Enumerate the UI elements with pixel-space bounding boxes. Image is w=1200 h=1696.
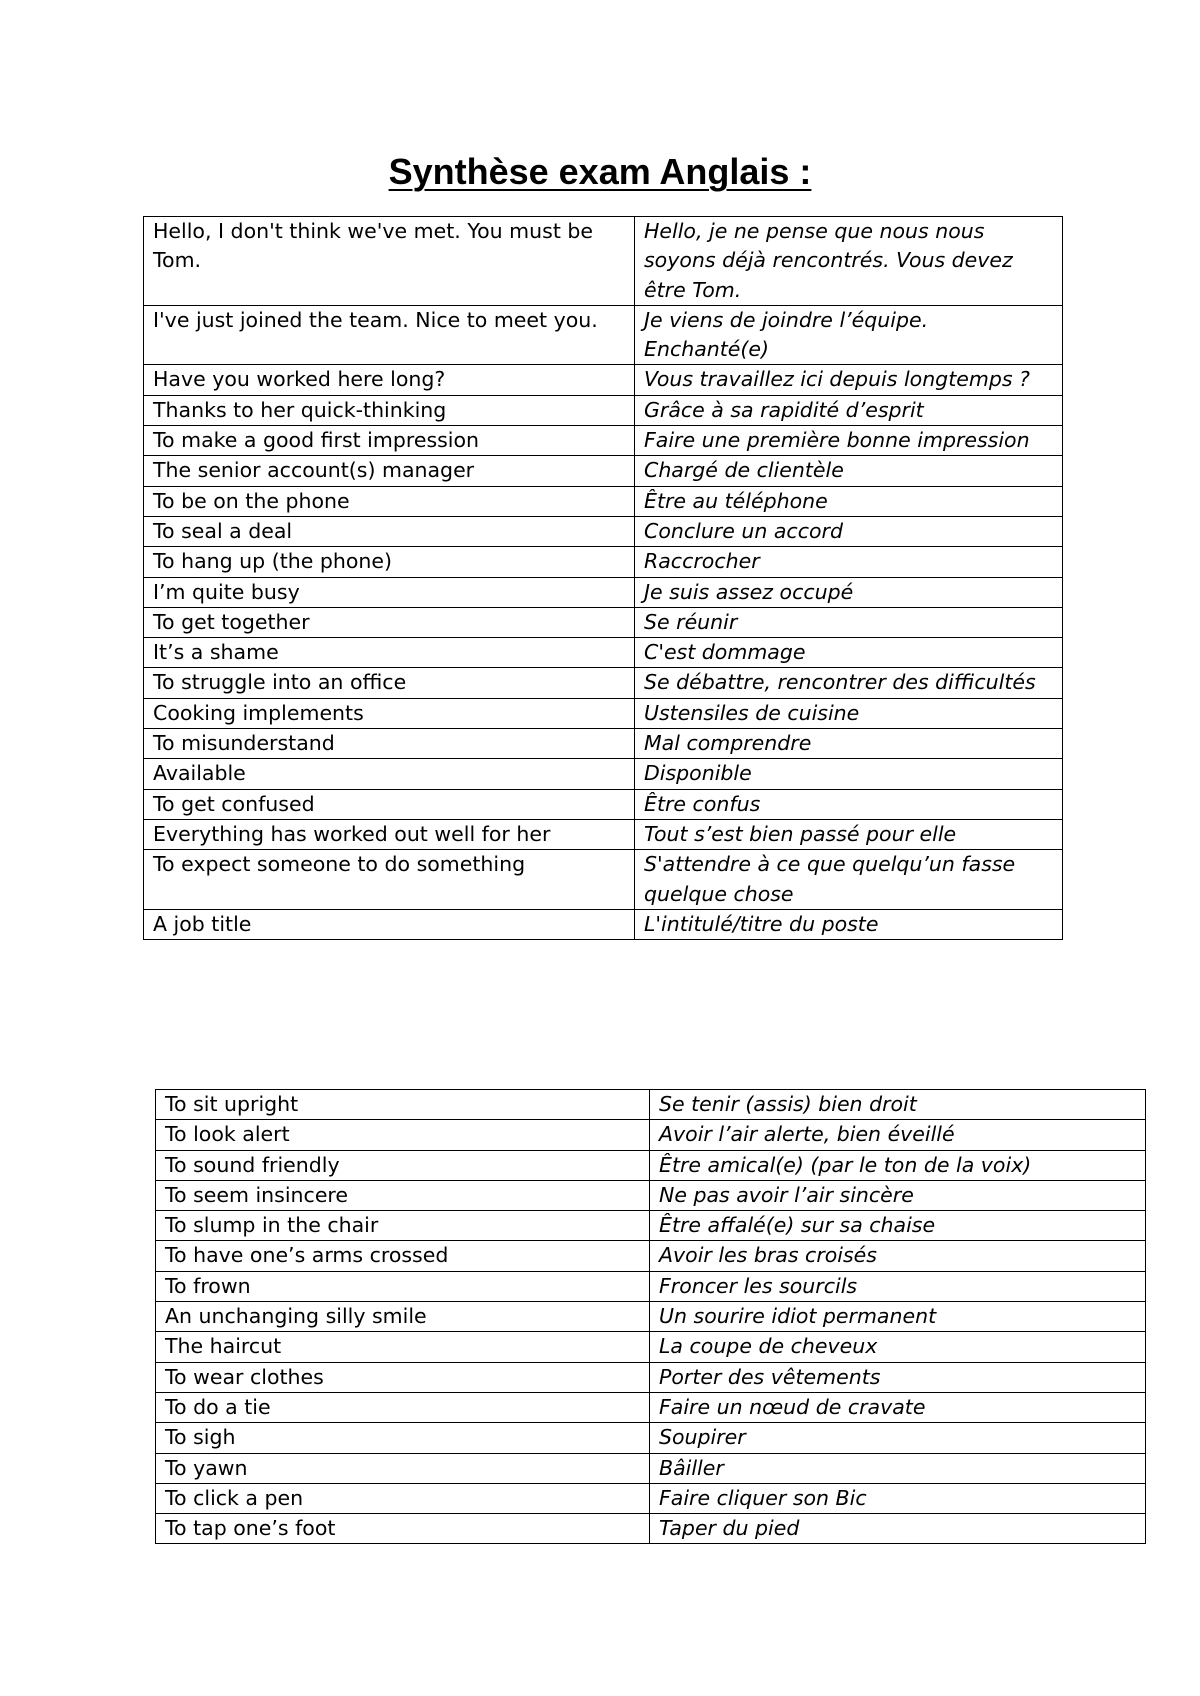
- english-term-cell: To wear clothes: [156, 1362, 650, 1392]
- table-row: [156, 1271, 1146, 1301]
- vocabulary-table-2: [155, 1089, 1146, 1544]
- table-row: [156, 1423, 1146, 1453]
- english-term-cell: Thanks to her quick-thinking: [144, 395, 635, 425]
- table-row: [144, 486, 1063, 516]
- table-row: [156, 1241, 1146, 1271]
- table-row: [144, 217, 1063, 306]
- english-term-cell: To look alert: [156, 1120, 650, 1150]
- table-row: [144, 456, 1063, 486]
- french-translation-cell: Se débattre, rencontrer des difficultés: [635, 668, 1063, 698]
- english-term-cell: To make a good first impression: [144, 426, 635, 456]
- french-translation-cell: Se tenir (assis) bien droit: [650, 1090, 1146, 1120]
- french-translation-cell: Bâiller: [650, 1453, 1146, 1483]
- page-title: Synthèse exam Anglais :: [388, 151, 812, 192]
- french-translation-cell: Être au téléphone: [635, 486, 1063, 516]
- french-translation-cell: Avoir l’air alerte, bien éveillé: [650, 1120, 1146, 1150]
- english-term-cell: To tap one’s foot: [156, 1514, 650, 1544]
- french-translation-cell: Vous travaillez ici depuis longtemps ?: [635, 365, 1063, 395]
- english-term-cell: To get together: [144, 607, 635, 637]
- table-row: [144, 759, 1063, 789]
- table-row: [156, 1302, 1146, 1332]
- vocabulary-table-1: [143, 216, 1063, 940]
- english-term-cell: To seem insincere: [156, 1180, 650, 1210]
- english-term-cell: To seal a deal: [144, 516, 635, 546]
- table-row: [144, 577, 1063, 607]
- table-row: [156, 1392, 1146, 1422]
- french-translation-cell: Faire une première bonne impression: [635, 426, 1063, 456]
- table-row: [144, 547, 1063, 577]
- table-row: [156, 1362, 1146, 1392]
- french-translation-cell: Avoir les bras croisés: [650, 1241, 1146, 1271]
- table-row: [156, 1453, 1146, 1483]
- french-translation-cell: S'attendre à ce que quelqu’un fasse quelque chose: [635, 850, 1063, 910]
- table-row: [144, 516, 1063, 546]
- english-term-cell: To do a tie: [156, 1392, 650, 1422]
- english-term-cell: Have you worked here long?: [144, 365, 635, 395]
- table-row: [144, 729, 1063, 759]
- french-translation-cell: Être confus: [635, 789, 1063, 819]
- english-term-cell: Everything has worked out well for her: [144, 819, 635, 849]
- english-term-cell: It’s a shame: [144, 638, 635, 668]
- french-translation-cell: Soupirer: [650, 1423, 1146, 1453]
- english-term-cell: A job title: [144, 909, 635, 939]
- table-row: [156, 1150, 1146, 1180]
- table-row: [144, 426, 1063, 456]
- french-translation-cell: Chargé de clientèle: [635, 456, 1063, 486]
- table-row: [144, 607, 1063, 637]
- table-row: [144, 698, 1063, 728]
- french-translation-cell: Disponible: [635, 759, 1063, 789]
- table-row: [144, 638, 1063, 668]
- french-translation-cell: C'est dommage: [635, 638, 1063, 668]
- english-term-cell: To expect someone to do something: [144, 850, 635, 910]
- english-term-cell: Available: [144, 759, 635, 789]
- french-translation-cell: Je viens de joindre l’équipe. Enchanté(e): [635, 305, 1063, 365]
- table-row: [144, 909, 1063, 939]
- english-term-cell: To click a pen: [156, 1483, 650, 1513]
- table-row: [144, 365, 1063, 395]
- english-term-cell: To struggle into an office: [144, 668, 635, 698]
- english-term-cell: Cooking implements: [144, 698, 635, 728]
- french-translation-cell: Froncer les sourcils: [650, 1271, 1146, 1301]
- french-translation-cell: Faire cliquer son Bic: [650, 1483, 1146, 1513]
- table-row: [144, 850, 1063, 910]
- english-term-cell: The senior account(s) manager: [144, 456, 635, 486]
- table-row: [144, 305, 1063, 365]
- table-row: [156, 1211, 1146, 1241]
- french-translation-cell: Conclure un accord: [635, 516, 1063, 546]
- french-translation-cell: Hello, je ne pense que nous nous soyons déjà rencontrés. Vous devez être Tom.: [635, 217, 1063, 306]
- table-row: [144, 395, 1063, 425]
- english-term-cell: An unchanging silly smile: [156, 1302, 650, 1332]
- english-term-cell: To slump in the chair: [156, 1211, 650, 1241]
- english-term-cell: To sigh: [156, 1423, 650, 1453]
- french-translation-cell: Ustensiles de cuisine: [635, 698, 1063, 728]
- english-term-cell: To get confused: [144, 789, 635, 819]
- french-translation-cell: Être amical(e) (par le ton de la voix): [650, 1150, 1146, 1180]
- french-translation-cell: Porter des vêtements: [650, 1362, 1146, 1392]
- english-term-cell: To be on the phone: [144, 486, 635, 516]
- english-term-cell: To frown: [156, 1271, 650, 1301]
- table-row: [156, 1332, 1146, 1362]
- french-translation-cell: Tout s’est bien passé pour elle: [635, 819, 1063, 849]
- french-translation-cell: Je suis assez occupé: [635, 577, 1063, 607]
- french-translation-cell: Raccrocher: [635, 547, 1063, 577]
- english-term-cell: To have one’s arms crossed: [156, 1241, 650, 1271]
- french-translation-cell: Être affalé(e) sur sa chaise: [650, 1211, 1146, 1241]
- english-term-cell: To sit upright: [156, 1090, 650, 1120]
- english-term-cell: The haircut: [156, 1332, 650, 1362]
- table-row: [156, 1483, 1146, 1513]
- table-row: [144, 819, 1063, 849]
- french-translation-cell: Se réunir: [635, 607, 1063, 637]
- english-term-cell: Hello, I don't think we've met. You must be Tom.: [144, 217, 635, 306]
- french-translation-cell: Ne pas avoir l’air sincère: [650, 1180, 1146, 1210]
- french-translation-cell: La coupe de cheveux: [650, 1332, 1146, 1362]
- french-translation-cell: Grâce à sa rapidité d’esprit: [635, 395, 1063, 425]
- french-translation-cell: Mal comprendre: [635, 729, 1063, 759]
- table-row: [156, 1120, 1146, 1150]
- english-term-cell: I've just joined the team. Nice to meet you.: [144, 305, 635, 365]
- table-row: [156, 1514, 1146, 1544]
- table-row: [156, 1090, 1146, 1120]
- english-term-cell: I’m quite busy: [144, 577, 635, 607]
- french-translation-cell: Faire un nœud de cravate: [650, 1392, 1146, 1422]
- table-row: [144, 789, 1063, 819]
- english-term-cell: To sound friendly: [156, 1150, 650, 1180]
- french-translation-cell: Taper du pied: [650, 1514, 1146, 1544]
- french-translation-cell: L'intitulé/titre du poste: [635, 909, 1063, 939]
- english-term-cell: To yawn: [156, 1453, 650, 1483]
- english-term-cell: To misunderstand: [144, 729, 635, 759]
- table-row: [156, 1180, 1146, 1210]
- french-translation-cell: Un sourire idiot permanent: [650, 1302, 1146, 1332]
- english-term-cell: To hang up (the phone): [144, 547, 635, 577]
- table-row: [144, 668, 1063, 698]
